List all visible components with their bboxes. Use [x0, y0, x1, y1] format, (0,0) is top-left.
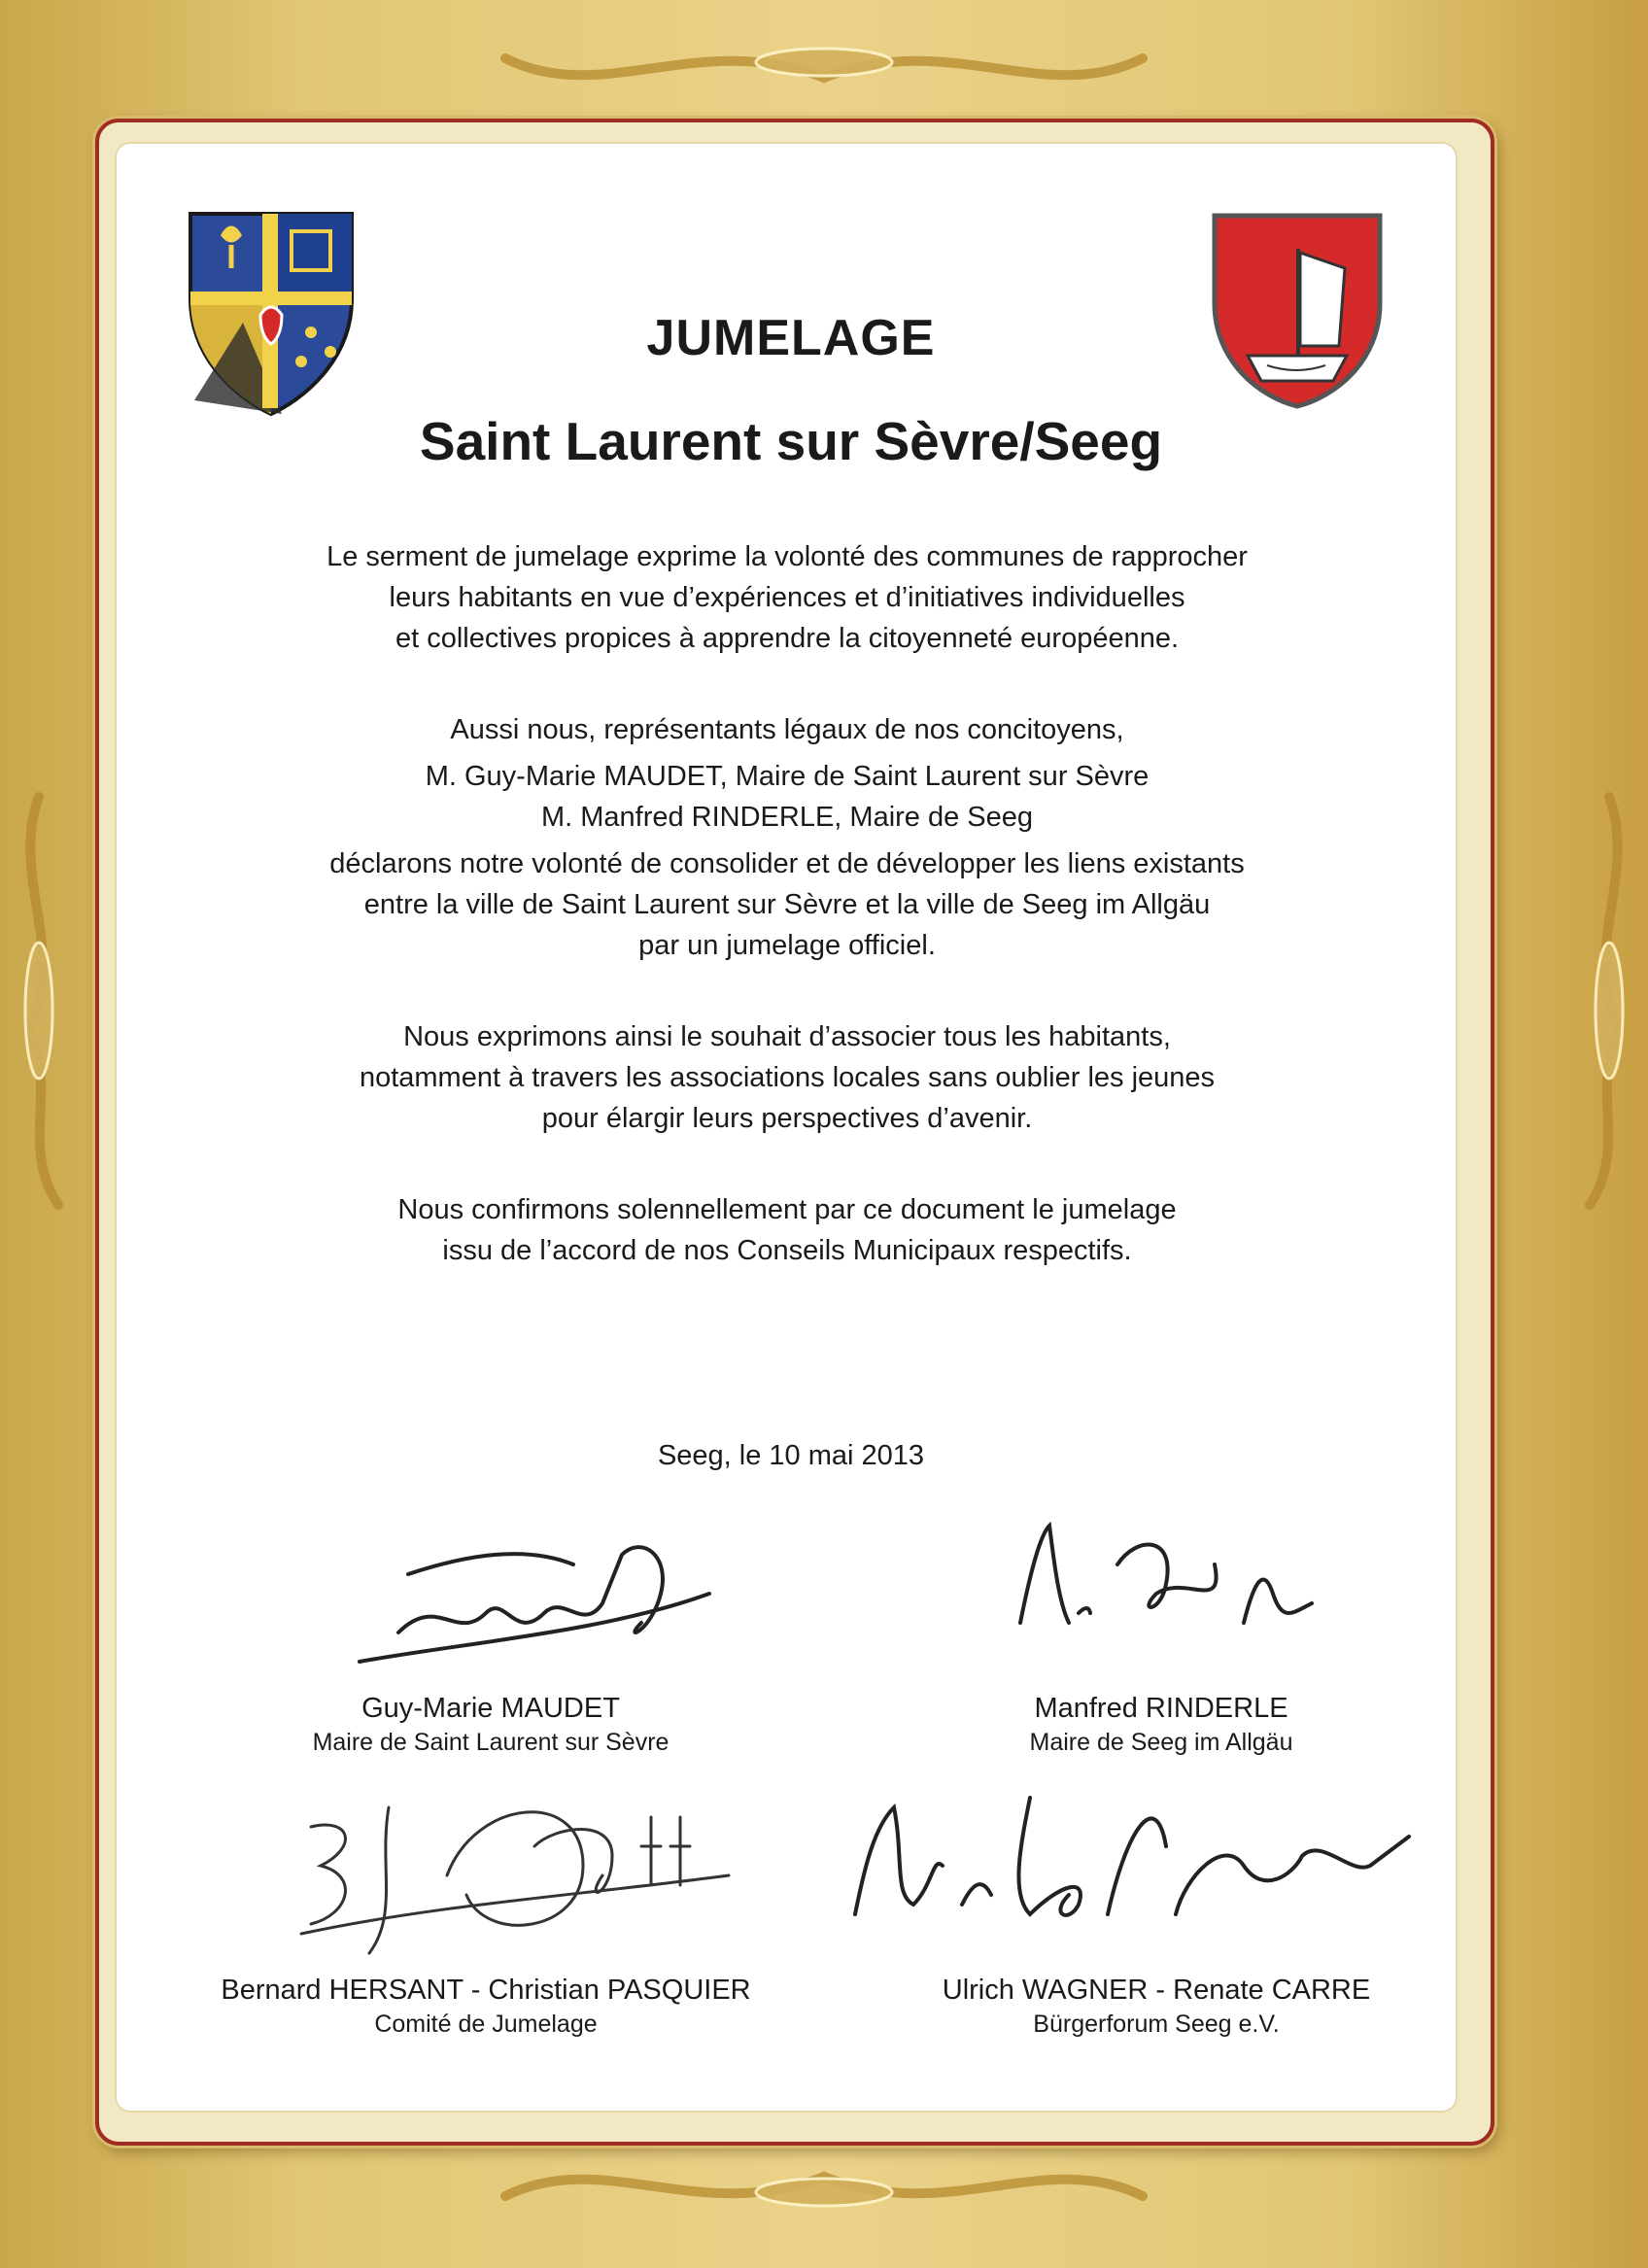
signatory-maudet — [204, 1691, 777, 1759]
signatory-role: Comité de Jumelage — [374, 2010, 598, 2038]
text-line: déclarons notre volonté de consolider et de développer les liens existants — [329, 848, 1245, 879]
text-line: M. Manfred RINDERLE, Maire de Seeg — [540, 802, 1034, 833]
signatory-role: Maire de Seeg im Allgäu — [1029, 1729, 1293, 1756]
signatory-rinderle — [875, 1691, 1448, 1759]
text-line: entre la ville de Saint Laurent sur Sèvre et la ville de Seeg im Allgäu — [363, 889, 1211, 920]
hersant-pasquier-signature — [292, 1788, 738, 1963]
text-line: issu de l’accord de nos Conseils Municipaux respectifs. — [442, 1235, 1132, 1266]
document-subtitle: Saint Laurent sur Sèvre/Seeg — [419, 411, 1163, 471]
signatory-name: Ulrich WAGNER - Renate CARRE — [942, 1975, 1371, 2006]
paragraph-representatives-intro — [185, 709, 1390, 750]
maudet-signature — [350, 1535, 719, 1681]
text-line: par un jumelage officiel. — [638, 930, 936, 961]
text-line: pour élargir leurs perspectives d’avenir. — [541, 1103, 1033, 1134]
text-line: notamment à travers les associations locales sans oublier les jeunes — [359, 1062, 1216, 1093]
text-line: Aussi nous, représentants légaux de nos concitoyens, — [450, 714, 1124, 745]
text-line: leurs habitants en vue d’expériences et d’initiatives individuelles — [389, 582, 1185, 613]
seeg-coat-of-arms-icon — [1209, 210, 1386, 410]
text-line: Le serment de jumelage exprime la volonté des communes de rapprocher — [326, 541, 1248, 572]
saint-laurent-coat-of-arms-icon — [185, 206, 358, 420]
signatory-name: Guy-Marie MAUDET — [361, 1693, 620, 1724]
paragraph-mayors — [185, 756, 1390, 838]
paragraph-confirmation — [185, 1189, 1390, 1271]
signatory-role: Bürgerforum Seeg e.V. — [1033, 2010, 1280, 2038]
text-line: et collectives propices à apprendre la citoyenneté européenne. — [395, 623, 1180, 654]
text-line: Nous exprimons ainsi le souhait d’associer tous les habitants, — [403, 1021, 1171, 1052]
paragraph-declaration — [185, 843, 1390, 966]
text-line: Nous confirmons solennellement par ce document le jumelage — [397, 1194, 1177, 1225]
signatory-name: Manfred RINDERLE — [1034, 1693, 1288, 1724]
wagner-carre-signature — [836, 1769, 1419, 1953]
text-line: M. Guy-Marie MAUDET, Maire de Saint Laurent sur Sèvre — [425, 761, 1150, 792]
signatory-name: Bernard HERSANT - Christian PASQUIER — [221, 1975, 751, 2006]
paragraph-wish — [185, 1016, 1390, 1139]
document-title: JUMELAGE — [646, 310, 936, 366]
signatory-comite-de-jumelage — [165, 1973, 807, 2041]
signatory-role: Maire de Saint Laurent sur Sèvre — [312, 1729, 670, 1756]
signing-date: Seeg, le 10 mai 2013 — [657, 1440, 925, 1471]
signatory-buergerforum — [855, 1973, 1458, 2041]
oath-text — [185, 536, 1390, 1322]
paragraph-preamble — [185, 536, 1390, 659]
rinderle-signature — [1001, 1496, 1331, 1652]
